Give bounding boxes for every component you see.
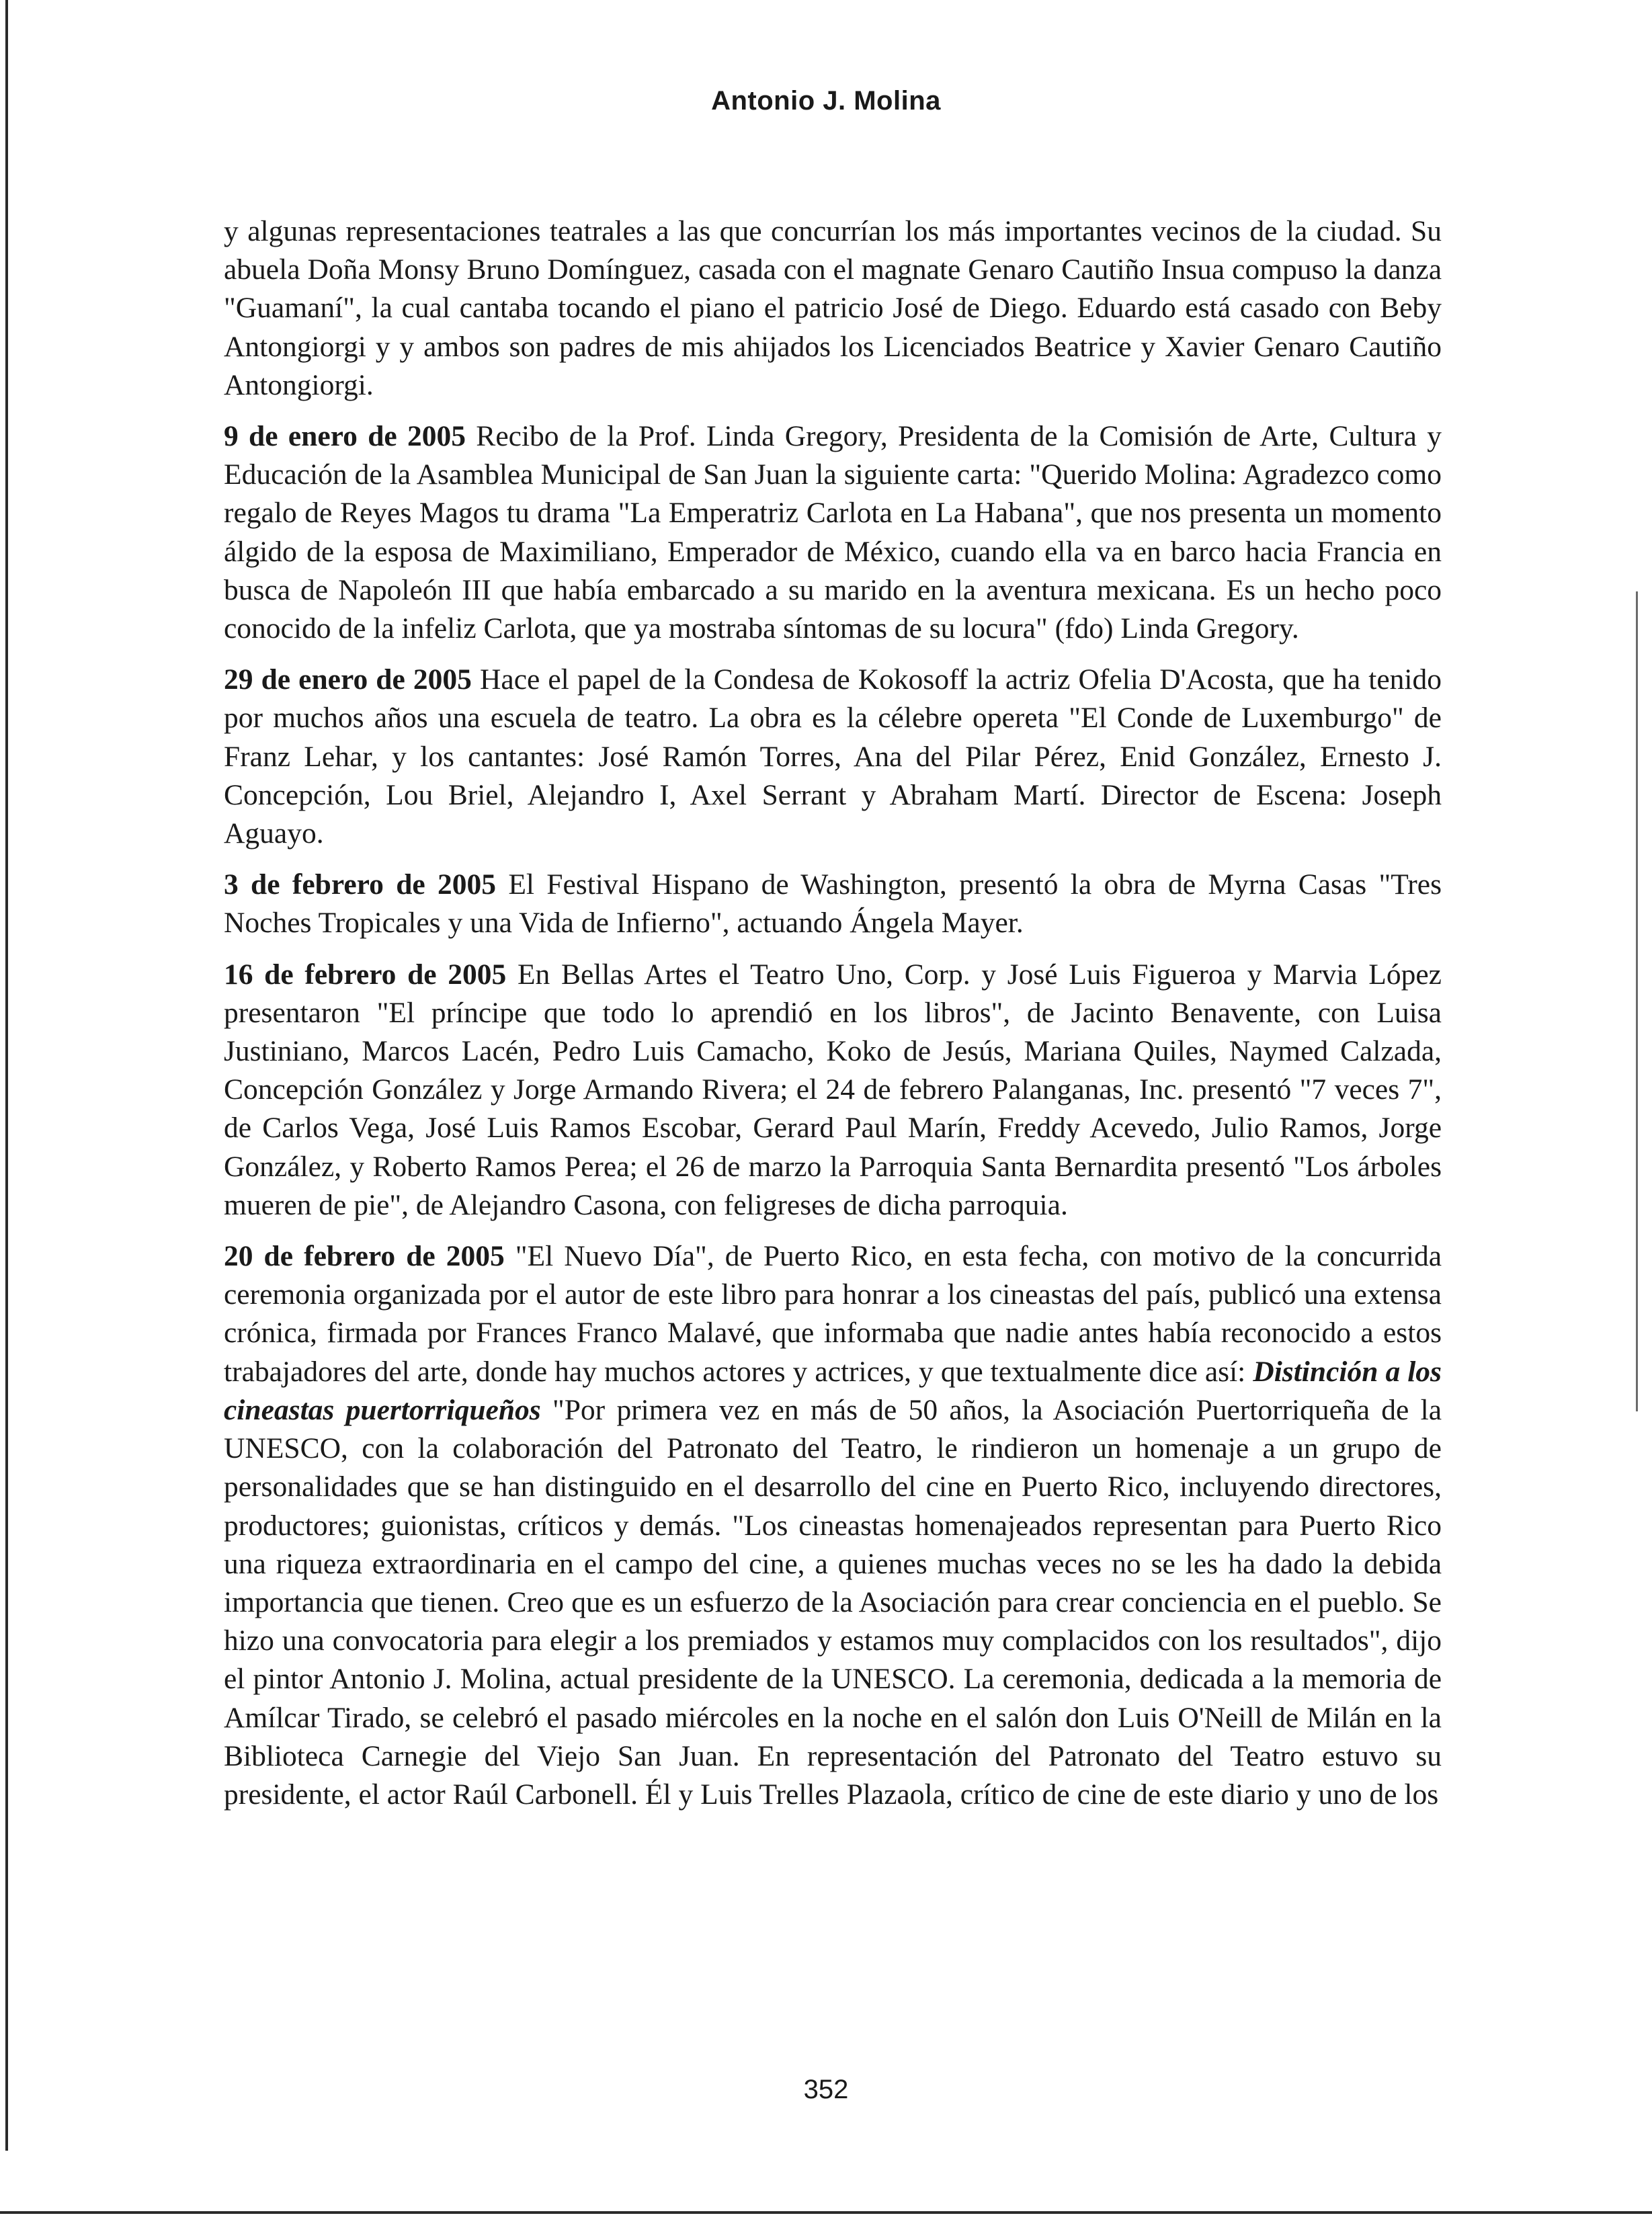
page-edge-bottom [0,2211,1652,2214]
paragraph-entry [224,956,1442,1225]
entry-text: Recibo de la Prof. Linda Gregory, Presidenta de la Comisión de Arte, Cultura y Educación de la Asamblea Municipal de San Juan la siguiente carta: "Querido Molina: Agradezco como regalo de Reyes Magos tu drama "La Emperatriz Carlota en La Habana", que nos presenta un momento álgido de la esposa de Maximiliano, Emperador de México, cuando ella va en barco hacia Francia en busca de Napoleón III que había embarcado a su marido en la aventura mexicana. Es un hecho poco conocido de la infeliz Carlota, que ya mostraba síntomas de su locura" (fdo) Linda Gregory. [224,420,1442,645]
paragraph-entry [224,417,1442,648]
article-title: Distinción a los cineastas puertorriqueños [224,1355,1442,1426]
entry-date: 9 de enero de 2005 [224,420,466,453]
running-header: Antonio J. Molina [711,86,941,116]
entry-text: En Bellas Artes el Teatro Uno, Corp. y José Luis Figueroa y Marvia López presentaron "El príncipe que todo lo aprendió en los libros", de Jacinto Benavente, con Luisa Justiniano, Marcos Lacén, Pedro Luis Camacho, Koko de Jesús, Mariana Quiles, Naymed Calzada, Concepción González y Jorge Armando Rivera; el 24 de febrero Palanganas, Inc. presentó "7 veces 7", de Carlos Vega, José Luis Ramos Escobar, Gerard Paul Marín, Freddy Acevedo, Julio Ramos, Jorge González, y Roberto Ramos Perea; el 26 de marzo la Parroquia Santa Bernardita presentó "Los árboles mueren de pie", de Alejandro Casona, con feligreses de dicha parroquia. [224,958,1442,1221]
page-edge-right [1636,591,1638,1411]
body-text [224,212,1442,1814]
entry-text: "El Nuevo Día", de Puerto Rico, en esta fecha, con motivo de la concurrida ceremonia organizada por el autor de este libro para honrar a los cineastas del país, publicó una extensa crónica, firmada por Frances Franco Malavé, que informaba que nadie antes había reconocido a estos trabajadores del arte, donde hay muchos actores y actrices, y que textualmente dice así: [224,1240,1442,1388]
entry-text: "Por primera vez en más de 50 años, la Asociación Puertorriqueña de la UNESCO, con la colaboración del Patronato del Teatro, le rindieron un homenaje a un grupo de personalidades que se han distinguido en el desarrollo del cine en Puerto Rico, incluyendo directores, productores; guionistas, críticos y demás. "Los cineastas homenajeados representan para Puerto Rico una riqueza extraordinaria en el campo del cine, a quienes muchas veces no se les ha dado la debida importancia que tienen. Creo que es un esfuerzo de la Asociación para crear conciencia en el pueblo. Se hizo una convocatoria para elegir a los premiados y estamos muy complacidos con los resultados", dijo el pintor Antonio J. Molina, actual presidente de la UNESCO. La ceremonia, dedicada a la memoria de Amílcar Tirado, se celebró el pasado miércoles en la noche en el salón don Luis O'Neill de Milán en la Biblioteca Carnegie del Viejo San Juan. En representación del Patronato del Teatro estuvo su presidente, el actor Raúl Carbonell. Él y Luis Trelles Plazaola, crítico de cine de este diario y uno de los [224,1393,1442,1811]
entry-text: El Festival Hispano de Washington, presentó la obra de Myrna Casas "Tres Noches Tropicales y una Vida de Infierno", actuando Ángela Mayer. [224,868,1442,940]
page-edge-left [5,0,8,2151]
page-number: 352 [803,2075,849,2104]
entry-date: 29 de enero de 2005 [224,663,472,696]
entry-text: Hace el papel de la Condesa de Kokosoff la actriz Ofelia D'Acosta, que ha tenido por muchos años una escuela de teatro. La obra es la célebre opereta "El Conde de Luxemburgo" de Franz Lehar, y los cantantes: José Ramón Torres, Ana del Pilar Pérez, Enid González, Ernesto J. Concepción, Lou Briel, Alejandro I, Axel Serrant y Abraham Martí. Director de Escena: Joseph Aguayo. [224,663,1442,850]
paragraph-entry [224,1237,1442,1814]
entry-date: 16 de febrero de 2005 [224,958,507,991]
entry-date: 3 de febrero de 2005 [224,868,497,901]
paragraph-entry [224,661,1442,853]
paragraph-intro: y algunas representaciones teatrales a las que concurrían los más importantes vecinos de la ciudad. Su abuela Doña Monsy Bruno Domínguez, casada con el magnate Genaro Cautiño Insua compuso la danza "Guamaní", la cual cantaba tocando el piano el patricio José de Diego. Eduardo está casado con Beby Antongiorgi y y ambos son padres de mis ahijados los Licenciados Beatrice y Xavier Genaro Cautiño Antongiorgi. [224,215,1442,401]
paragraph-entry [224,866,1442,942]
entry-date: 20 de febrero de 2005 [224,1240,505,1273]
